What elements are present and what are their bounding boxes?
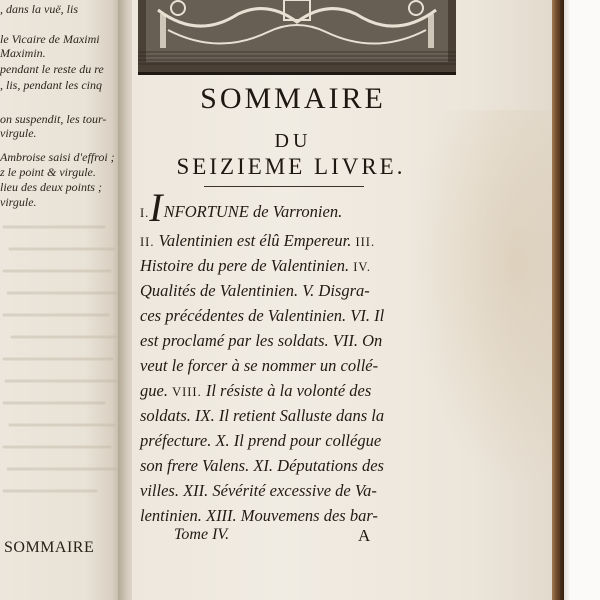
summary-line: I.INFORTUNE de Varronien. [140,185,343,230]
summary-line: lentinien. XIII. Mouvemens des bar- [140,506,378,525]
left-line-5: , lis, pendant les cinq [0,78,102,92]
left-line-6: on suspendit, les tour- [0,112,107,126]
summary-line: son frere Valens. XI. Députations des [140,456,384,475]
left-page [0,0,122,600]
summary-line: II. Valentinien est élû Empereur. III. [140,231,376,250]
summary-line: Histoire du pere de Valentinien. IV. [140,256,371,275]
summary-line: veut le forcer à se nommer un collé- [140,356,379,375]
summary-line: gue. VIII. Il résiste à la volonté des [140,381,372,400]
left-line-4: pendant le reste du re [0,62,104,76]
page-title: SOMMAIRE [200,82,386,115]
left-line-1: , dans la vuë, lis [0,2,78,16]
summary-line: soldats. IX. Il retient Salluste dans la [140,406,385,425]
left-line-10: lieu des deux points ; [0,180,102,194]
right-page [132,0,560,600]
drop-cap: I [149,185,163,230]
left-line-9: z le point & virgule. [0,165,96,179]
summary-line: est proclamé par les soldats. VII. On [140,331,383,350]
left-line-11: virgule. [0,195,37,209]
book-edge-shadow [560,0,570,600]
volume-footer: Tome IV. [174,526,230,543]
signature-mark: A [358,526,371,545]
left-line-8: Ambroise saisi d'effroi ; [0,150,115,164]
left-line-3: Maximin. [0,46,46,60]
title-rule [204,186,364,187]
subtitle-du: DU [274,130,312,152]
summary-line: Qualités de Valentinien. V. Disgra- [140,281,370,300]
subtitle-livre: SEIZIEME LIVRE. [176,154,406,179]
left-line-2: le Vicaire de Maximi [0,32,100,46]
summary-line: villes. XII. Sévérité excessive de Va- [140,481,377,500]
summary-line: ces précédentes de Valentinien. VI. Il [140,306,385,325]
bleed-through-texture [0,215,122,525]
summary-line: préfecture. X. Il prend pour collégue [140,431,382,450]
left-line-7: virgule. [0,126,37,140]
left-page-footer: SOMMAIRE [4,539,95,556]
ornamental-headpiece [138,0,456,75]
